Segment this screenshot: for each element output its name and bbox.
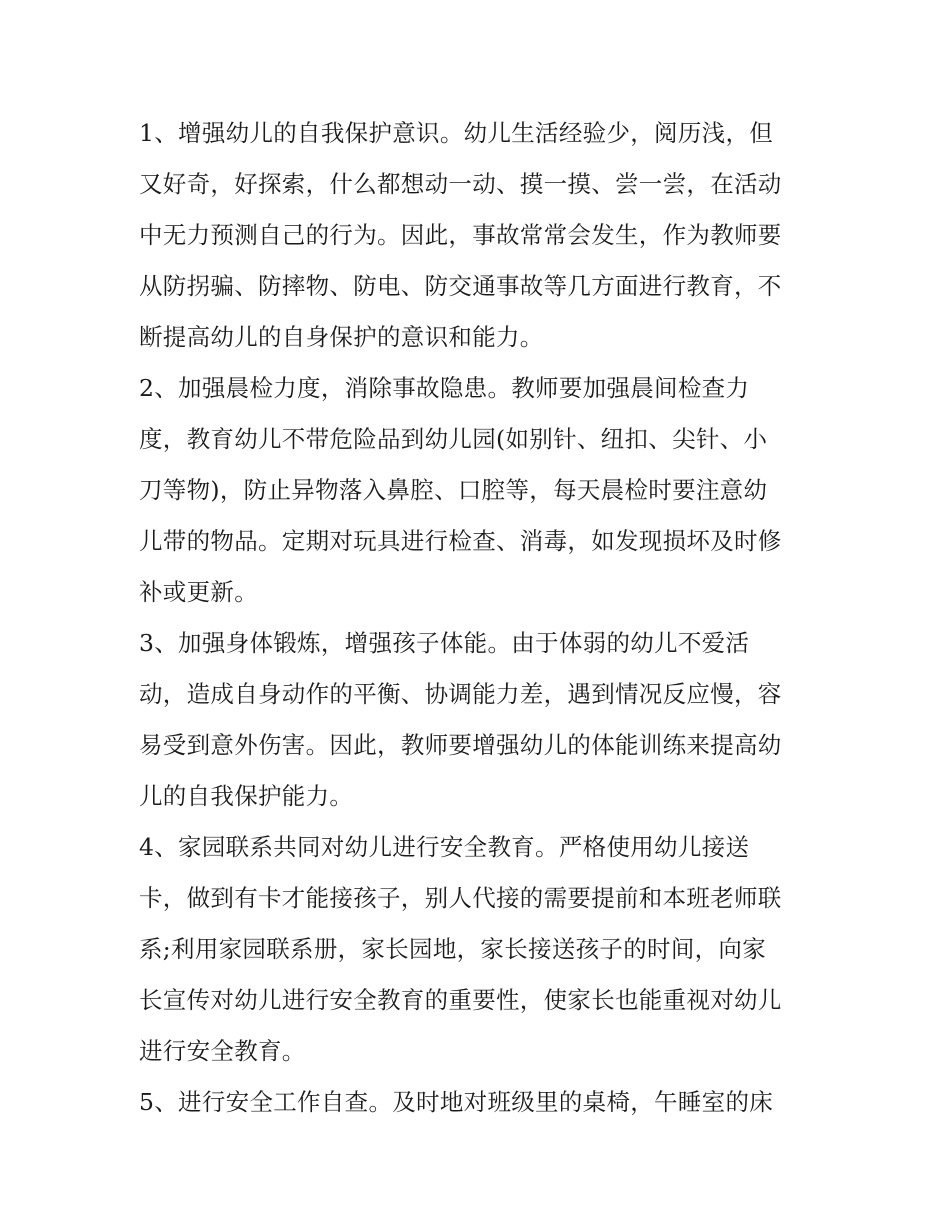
text-line-1: 1、增强幼儿的自我保护意识。幼儿生活经验少，阅历浅，但	[139, 119, 774, 147]
text-line-9: 儿带的物品。定期对玩具进行检查、消毒，如发现损坏及时修	[139, 527, 782, 555]
text-line-12: 动，造成自身动作的平衡、协调能力差，遇到情况反应慢，容	[139, 680, 782, 708]
text-line-16: 卡，做到有卡才能接孩子，别人代接的需要提前和本班老师联	[139, 884, 782, 912]
text-line-8: 刀等物)，防止异物落入鼻腔、口腔等，每天晨检时要注意幼	[139, 476, 768, 504]
text-line-7: 度，教育幼儿不带危险品到幼儿园(如别针、纽扣、尖针、小	[139, 425, 768, 453]
text-line-18: 长宣传对幼儿进行安全教育的重要性，使家长也能重视对幼儿	[139, 986, 782, 1014]
text-line-6: 2、加强晨检力度，消除事故隐患。教师要加强晨间检查力	[139, 374, 750, 402]
text-line-4: 从防拐骗、防摔物、防电、防交通事故等几方面进行教育，不	[139, 272, 782, 300]
document-body	[139, 108, 829, 1128]
text-line-3: 中无力预测自己的行为。因此，事故常常会发生，作为教师要	[139, 221, 782, 249]
text-line-2: 又好奇，好探索，什么都想动一动、摸一摸、尝一尝，在活动	[139, 170, 782, 198]
text-line-5: 断提高幼儿的自身保护的意识和能力。	[139, 323, 544, 351]
text-line-20: 5、进行安全工作自查。及时地对班级里的桌椅，午睡室的床	[139, 1088, 774, 1116]
text-line-13: 易受到意外伤害。因此，教师要增强幼儿的体能训练来提高幼	[139, 731, 782, 759]
text-line-14: 儿的自我保护能力。	[139, 782, 354, 810]
text-line-10: 补或更新。	[139, 578, 258, 606]
text-line-15: 4、家园联系共同对幼儿进行安全教育。严格使用幼儿接送	[139, 833, 750, 861]
text-line-17: 系;利用家园联系册，家长园地，家长接送孩子的时间，向家	[139, 935, 767, 963]
text-line-19: 进行安全教育。	[139, 1037, 306, 1065]
text-line-11: 3、加强身体锻炼，增强孩子体能。由于体弱的幼儿不爱活	[139, 629, 750, 657]
